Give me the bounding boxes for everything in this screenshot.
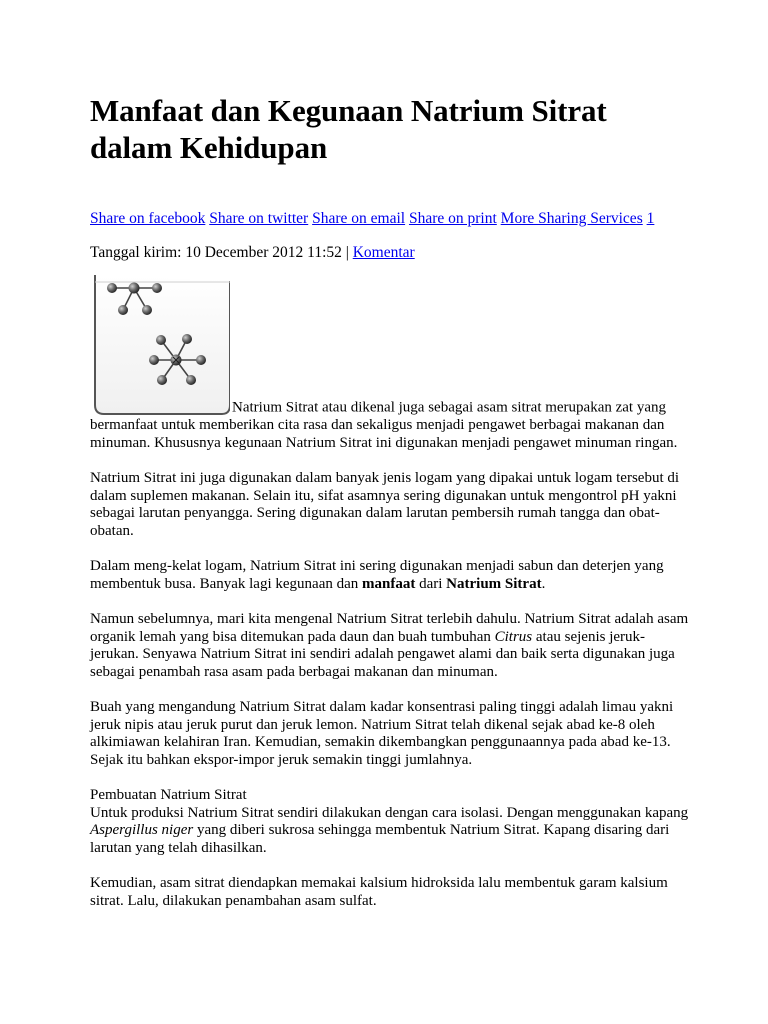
paragraph-3-text-b: dari <box>415 575 447 592</box>
paragraph-7: Kemudian, asam sitrat diendapkan memakai kalsium hidroksida lalu membentuk garam kalsium sitrat. Lalu, dilakukan penambahan asam sulfat. <box>90 875 668 909</box>
paragraph-6 <box>90 787 690 857</box>
share-twitter-link[interactable]: Share on twitter <box>209 210 309 227</box>
paragraph-4-text-a: Namun sebelumnya, mari kita mengenal Natrium Sitrat terlebih dahulu. Natrium Sitrat adalah asam organik lemah yang bisa ditemukan pada daun dan buah tumbuhan <box>90 611 689 645</box>
paragraph-6-text-a: Untuk produksi Natrium Sitrat sendiri dilakukan dengan cara isolasi. Dengan menggunakan kapang <box>90 804 689 821</box>
paragraph-2: Natrium Sitrat ini juga digunakan dalam banyak jenis logam yang dipakai untuk logam tersebut di dalam suplemen makanan. Selain itu, sifat asamnya sering digunakan untuk mengontrol pH yakni sebagai larutan penyangga. Sering digunakan dalam larutan pembersih rumah tangga dan obat-obatan. <box>90 470 680 539</box>
share-print-link[interactable]: Share on print <box>408 210 497 227</box>
share-links <box>90 209 690 229</box>
post-meta <box>90 243 690 263</box>
paragraph-3-bold-natrium-sitrat: Natrium Sitrat <box>446 575 542 592</box>
intro-block <box>90 273 690 452</box>
paragraph-3 <box>90 558 690 593</box>
paragraph-5: Buah yang mengandung Natrium Sitrat dalam kadar konsentrasi paling tinggi adalah limau yakni jeruk nipis atau jeruk purut dan jeruk lemon. Natrium Sitrat telah dikenal sejak abad ke-8 oleh alkimiawan kelahiran Iran. Kemudian, semakin dikembangkan penggunaannya pada abad ke-13. Sejak itu bahkan ekspor-impor jeruk semakin tinggi jumlahnya. <box>90 699 674 768</box>
paragraph-3-text-a: Dalam meng-kelat logam, Natrium Sitrat ini sering digunakan menjadi sabun dan deterjen yang membentuk busa. Banyak lagi kegunaan dan <box>90 558 664 592</box>
comment-link[interactable]: Komentar <box>352 244 415 261</box>
more-sharing-services-link[interactable]: More Sharing Services <box>500 210 643 227</box>
post-date: Tanggal kirim: 10 December 2012 11:52 | <box>90 244 353 261</box>
paragraph-4-italic-citrus: Citrus <box>494 628 533 645</box>
article-title <box>90 92 690 166</box>
section-heading-pembuatan: Pembuatan Natrium Sitrat <box>90 787 247 803</box>
paragraph-1: Natrium Sitrat atau dikenal juga sebagai asam sitrat merupakan zat yang bermanfaat untuk memberikan cita rasa dan sekaligus menjadi pengawet berbagai makanan dan minuman. Khususnya kegunaan Natrium Sitrat ini digunakan menjadi pengawet minuman ringan. <box>90 399 678 451</box>
paragraph-6-italic-aspergillus: Aspergillus niger <box>90 822 194 838</box>
paragraph-3-text-c: . <box>541 575 546 592</box>
share-email-link[interactable]: Share on email <box>312 210 406 227</box>
paragraph-6-text-b: yang diberi sukrosa sehingga membentuk Natrium Sitrat. Kapang disaring dari larutan yang telah dihasilkan. <box>90 822 670 856</box>
paragraph-4-text-b: atau sejenis jeruk-jerukan. Senyawa Natrium Sitrat ini sendiri adalah pengawet alami dan baik serta digunakan juga sebagai penambah rasa asam pada berbagai makanan dan minuman. <box>90 628 675 680</box>
article-title-line-2: dalam Kehidupan <box>90 130 328 165</box>
article <box>90 92 690 910</box>
paragraph-3-bold-manfaat: manfaat <box>362 575 416 592</box>
share-count-link[interactable]: 1 <box>646 210 655 227</box>
beaker-molecule-icon <box>90 273 230 417</box>
share-facebook-link[interactable]: Share on facebook <box>90 210 206 227</box>
paragraph-4 <box>90 611 690 681</box>
article-title-line-1: Manfaat dan Kegunaan Natrium Sitrat <box>90 93 607 128</box>
